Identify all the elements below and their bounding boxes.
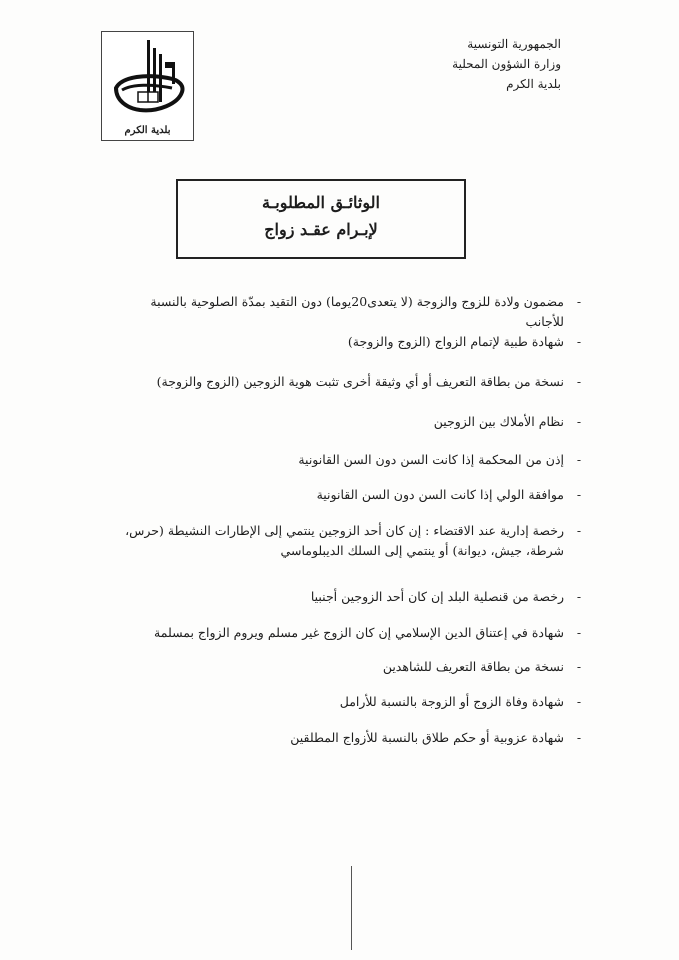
list-item (118, 372, 590, 392)
list-item-text: رخصة إدارية عند الاقتضاء : إن كان أحد الزوجين ينتمي إلى الإطارات النشيطة (حرس، شرطة، جيش، ديوانة) أو ينتمي إلى السلك الديبلوماسي (125, 523, 564, 558)
municipality-emblem-icon (102, 32, 195, 124)
page-fold-line (351, 866, 352, 950)
list-item (118, 485, 590, 505)
list-item (118, 728, 590, 748)
list-item-text: مضمون ولادة للزوج والزوجة (لا يتعدى20يوما) دون التقيد بمدّة الصلوحية بالنسبة للأجانب (150, 294, 564, 329)
list-item-text: شهادة وفاة الزوج أو الزوجة بالنسبة للأرامل (339, 694, 564, 709)
title-line-2: لإبـرام عقـد زواج (264, 220, 378, 239)
bullet-dash: - (576, 414, 582, 429)
list-item-text: شهادة في إعتناق الدين الإسلامي إن كان الزوج غير مسلم ويروم الزواج بمسلمة (154, 625, 564, 640)
title-line-1: الوثائـق المطلوبـة (262, 193, 380, 212)
list-item (118, 412, 590, 432)
bullet-dash: - (576, 589, 582, 604)
list-item (118, 521, 590, 561)
list-item (118, 587, 590, 607)
title-box (176, 179, 466, 259)
letterhead-ministry: وزارة الشؤون المحلية (452, 57, 561, 71)
municipality-logo (101, 31, 194, 141)
letterhead-municipality: بلدية الكرم (506, 77, 561, 91)
list-item (118, 692, 590, 712)
bullet-dash: - (576, 523, 582, 538)
list-item (118, 657, 590, 677)
bullet-dash: - (576, 625, 582, 640)
list-item-text: رخصة من قنصلية البلد إن كان أحد الزوجين أجنبيا (310, 589, 564, 604)
list-item (118, 450, 590, 470)
list-item-text: نسخة من بطاقة التعريف أو أي وثيقة أخرى تثبت هوية الزوجين (الزوج والزوجة) (156, 374, 564, 389)
letterhead (411, 34, 561, 94)
list-item-text: نظام الأملاك بين الزوجين (433, 414, 564, 429)
bullet-dash: - (576, 374, 582, 389)
list-item-text: إذن من المحكمة إذا كانت السن دون السن القانونية (298, 452, 564, 467)
list-item (118, 623, 590, 643)
list-item-text: شهادة طبية لإتمام الزواج (الزوج والزوجة) (347, 334, 564, 349)
bullet-dash: - (576, 730, 582, 745)
bullet-dash: - (576, 694, 582, 709)
list-item-text: نسخة من بطاقة التعريف للشاهدين (382, 659, 564, 674)
letterhead-republic: الجمهورية التونسية (467, 37, 561, 51)
list-item (118, 332, 590, 352)
list-item-text: موافقة الولي إذا كانت السن دون السن القانونية (316, 487, 564, 502)
bullet-dash: - (576, 294, 582, 309)
bullet-dash: - (576, 487, 582, 502)
list-item-text: شهادة عزوبية أو حكم طلاق بالنسبة للأزواج المطلقين (290, 730, 564, 745)
bullet-dash: - (576, 659, 582, 674)
bullet-dash: - (576, 452, 582, 467)
bullet-dash: - (576, 334, 582, 349)
logo-caption: بلدية الكرم (124, 125, 171, 136)
list-item (118, 292, 590, 332)
